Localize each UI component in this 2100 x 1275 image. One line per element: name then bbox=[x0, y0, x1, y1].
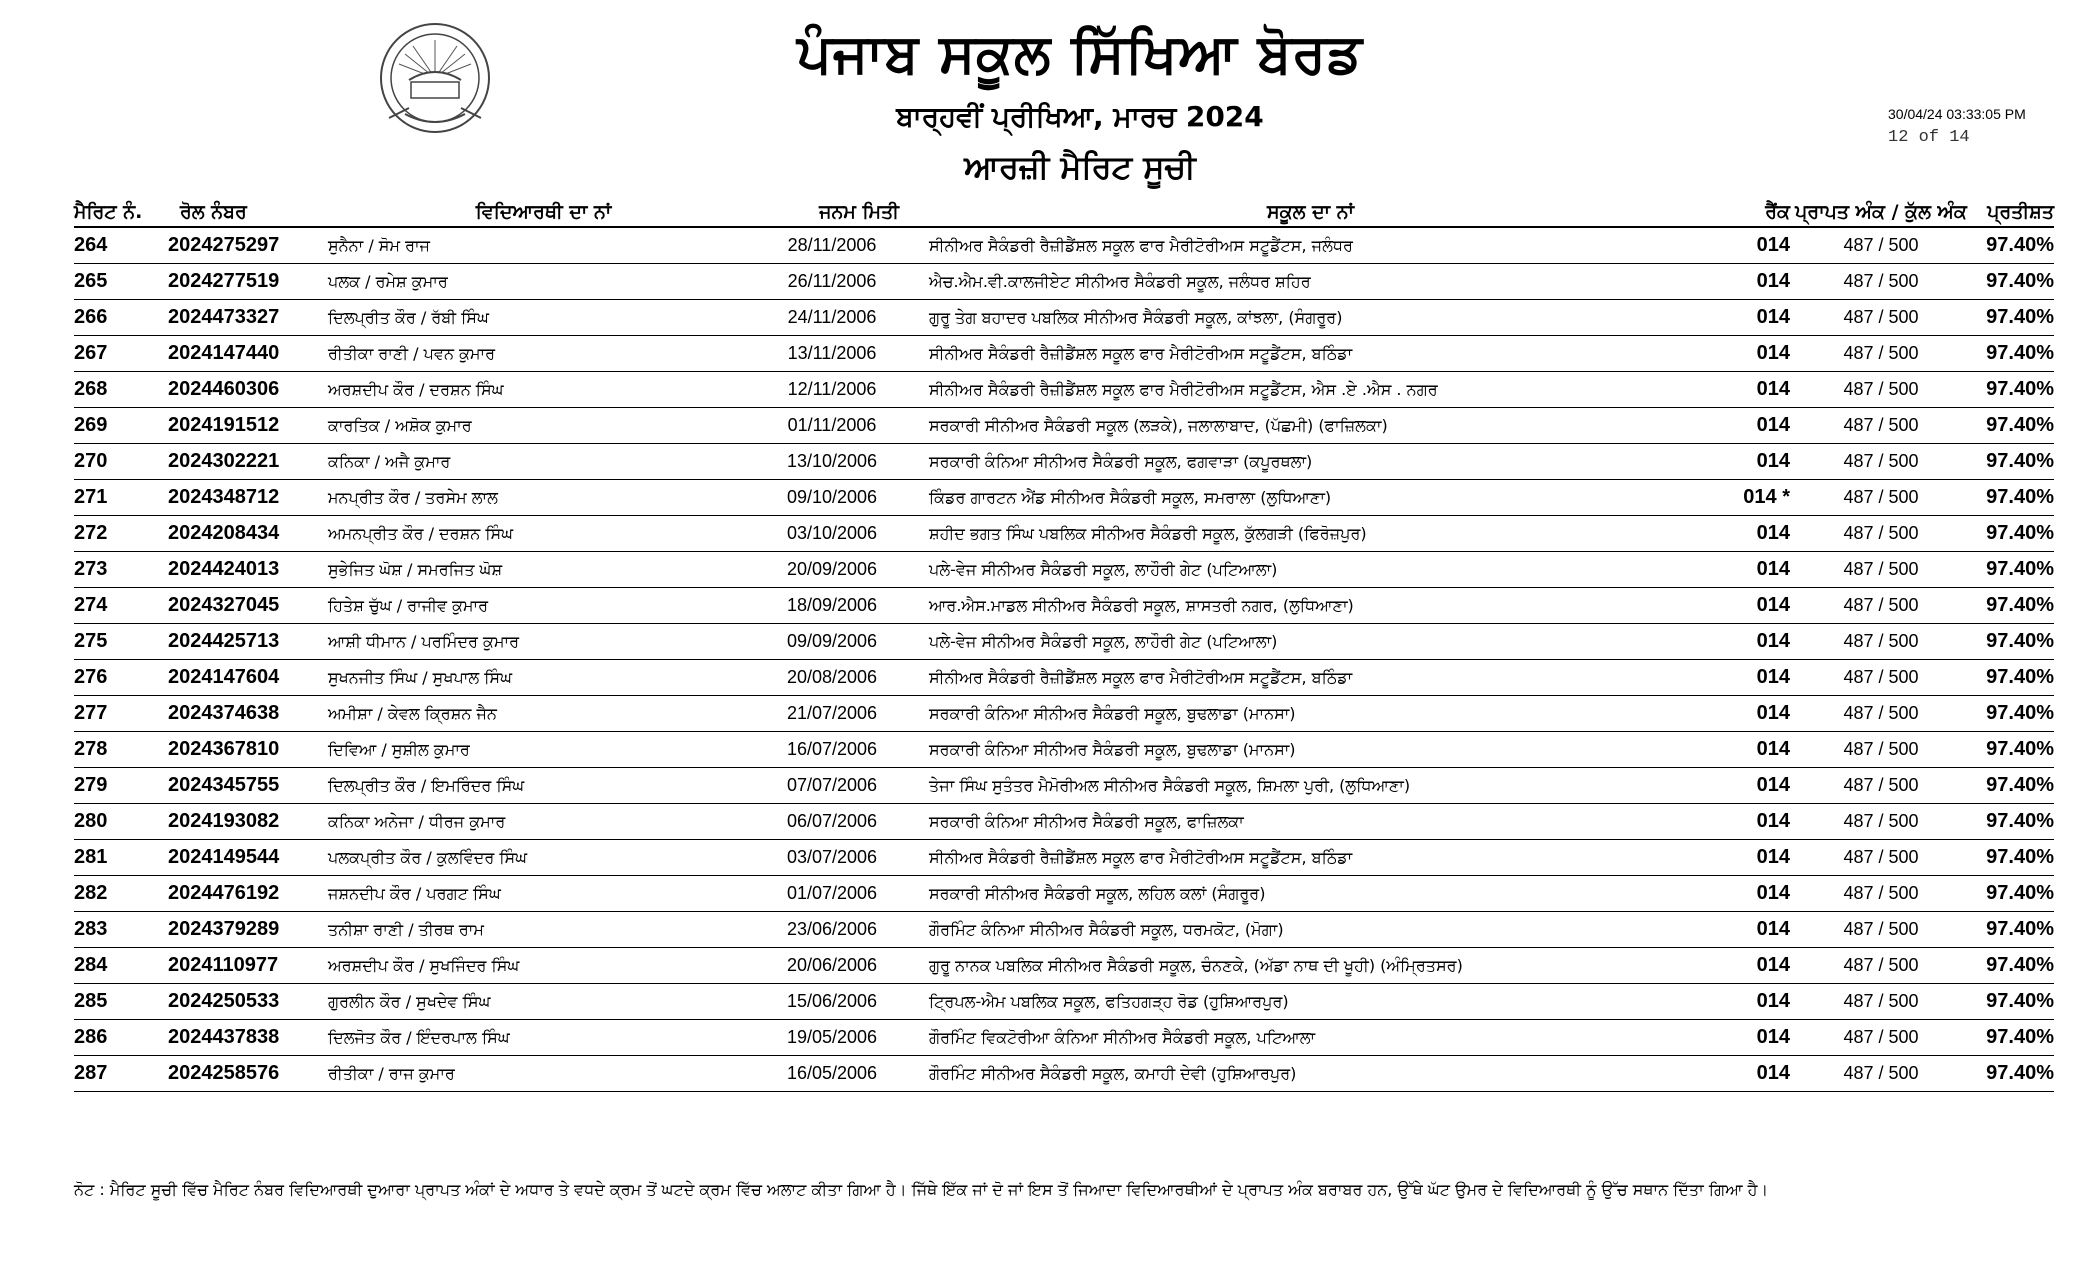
percent-cell: 97.40% bbox=[1972, 984, 2054, 1020]
percent-cell: 97.40% bbox=[1972, 408, 2054, 444]
school-name-cell: ਗੁਰੂ ਤੇਗ ਬਹਾਦਰ ਪਬਲਿਕ ਸੀਨੀਅਰ ਸੈਕੰਡਰੀ ਸਕੂਲ, ਕਾਂਝਲਾ, (ਸੰਗਰੂਰ) bbox=[899, 300, 1722, 336]
school-name-cell: ਪਲੇ-ਵੇਜ ਸੀਨੀਅਰ ਸੈਕੰਡਰੀ ਸਕੂਲ, ਲਾਹੌਰੀ ਗੇਟ (ਪਟਿਆਲਾ) bbox=[899, 624, 1722, 660]
table-row bbox=[74, 588, 2054, 624]
col-rank: ਰੈਂਕ bbox=[1722, 198, 1790, 227]
merit-no-cell: 271 bbox=[74, 480, 158, 516]
merit-no-cell: 276 bbox=[74, 660, 158, 696]
table-row bbox=[74, 300, 2054, 336]
merit-no-cell: 285 bbox=[74, 984, 158, 1020]
roll-no-cell: 2024250533 bbox=[158, 984, 322, 1020]
rank-cell: 014 bbox=[1722, 948, 1790, 984]
student-name-cell: ਅਮੀਸ਼ਾ / ਕੇਵਲ ਕ੍ਰਿਸ਼ਨ ਜੈਨ bbox=[322, 696, 765, 732]
merit-no-cell: 268 bbox=[74, 372, 158, 408]
merit-no-cell: 286 bbox=[74, 1020, 158, 1056]
percent-cell: 97.40% bbox=[1972, 264, 2054, 300]
dob-cell: 06/07/2006 bbox=[765, 804, 899, 840]
percent-cell: 97.40% bbox=[1972, 336, 2054, 372]
dob-cell: 24/11/2006 bbox=[765, 300, 899, 336]
dob-cell: 21/07/2006 bbox=[765, 696, 899, 732]
dob-cell: 13/10/2006 bbox=[765, 444, 899, 480]
roll-no-cell: 2024275297 bbox=[158, 227, 322, 264]
marks-cell: 487 / 500 bbox=[1790, 660, 1972, 696]
percent-cell: 97.40% bbox=[1972, 444, 2054, 480]
school-name-cell: ਸਰਕਾਰੀ ਕੰਨਿਆ ਸੀਨੀਅਰ ਸੈਕੰਡਰੀ ਸਕੂਲ, ਫਗਵਾੜਾ (ਕਪੂਰਥਲਾ) bbox=[899, 444, 1722, 480]
marks-cell: 487 / 500 bbox=[1790, 444, 1972, 480]
footer-note: ਨੋਟ : ਮੈਰਿਟ ਸੂਚੀ ਵਿੱਚ ਮੈਰਿਟ ਨੰਬਰ ਵਿਦਿਆਰਥੀ ਦੁਆਰਾ ਪ੍ਰਾਪਤ ਅੰਕਾਂ ਦੇ ਅਧਾਰ ਤੇ ਵਧਦੇ ਕ੍ਰਮ ਤੋਂ ਘਟਦੇ ਕ੍ਰਮ ਵਿੱਚ ਅਲਾਟ ਕੀਤਾ ਗਿਆ ਹੈ। ਜਿੱਥੇ ਇੱਕ ਜਾਂ ਦੋ ਜਾਂ ਇਸ ਤੋਂ ਜਿਆਦਾ ਵਿਦਿਆਰਥੀਆਂ ਦੇ ਪ੍ਰਾਪਤ ਅੰਕ ਬਰਾਬਰ ਹਨ, ਉੱਥੇ ਘੱਟ ਉਮਰ ਦੇ ਵਿਦਿਆਰਥੀ ਨੂੰ ਉੱਚ ਸਥਾਨ ਦਿੱਤਾ ਗਿਆ ਹੈ। bbox=[74, 1180, 1769, 1199]
dob-cell: 07/07/2006 bbox=[765, 768, 899, 804]
marks-cell: 487 / 500 bbox=[1790, 912, 1972, 948]
roll-no-cell: 2024277519 bbox=[158, 264, 322, 300]
merit-list-table bbox=[74, 198, 2054, 1092]
school-name-cell: ਗੌਰਮਿੰਟ ਸੀਨੀਅਰ ਸੈਕੰਡਰੀ ਸਕੂਲ, ਕਮਾਹੀ ਦੇਵੀ (ਹੁਸ਼ਿਆਰਪੁਰ) bbox=[899, 1056, 1722, 1092]
school-name-cell: ਤੇਜਾ ਸਿੰਘ ਸੁਤੰਤਰ ਮੈਮੋਰੀਅਲ ਸੀਨੀਅਰ ਸੈਕੰਡਰੀ ਸਕੂਲ, ਸ਼ਿਮਲਾ ਪੁਰੀ, (ਲੁਧਿਆਣਾ) bbox=[899, 768, 1722, 804]
marks-cell: 487 / 500 bbox=[1790, 552, 1972, 588]
table-row bbox=[74, 876, 2054, 912]
rank-cell: 014 bbox=[1722, 768, 1790, 804]
rank-cell: 014 bbox=[1722, 732, 1790, 768]
student-name-cell: ਦਿਵਿਆ / ਸੁਸ਼ੀਲ ਕੁਮਾਰ bbox=[322, 732, 765, 768]
dob-cell: 16/05/2006 bbox=[765, 1056, 899, 1092]
student-name-cell: ਸੁਖਨਜੀਤ ਸਿੰਘ / ਸੁਖਪਾਲ ਸਿੰਘ bbox=[322, 660, 765, 696]
school-name-cell: ਕਿੰਡਰ ਗਾਰਟਨ ਐਂਡ ਸੀਨੀਅਰ ਸੈਕੰਡਰੀ ਸਕੂਲ, ਸਮਰਾਲਾ (ਲੁਧਿਆਣਾ) bbox=[899, 480, 1722, 516]
student-name-cell: ਜਸ਼ਨਦੀਪ ਕੌਰ / ਪਰਗਟ ਸਿੰਘ bbox=[322, 876, 765, 912]
marks-cell: 487 / 500 bbox=[1790, 840, 1972, 876]
table-row bbox=[74, 227, 2054, 264]
table-row bbox=[74, 336, 2054, 372]
print-timestamp: 30/04/24 03:33:05 PM bbox=[1888, 106, 2026, 122]
dob-cell: 16/07/2006 bbox=[765, 732, 899, 768]
student-name-cell: ਕਨਿਕਾ / ਅਜੈ ਕੁਮਾਰ bbox=[322, 444, 765, 480]
school-name-cell: ਸਰਕਾਰੀ ਸੀਨੀਅਰ ਸੈਕੰਡਰੀ ਸਕੂਲ (ਲੜਕੇ), ਜਲਾਲਾਬਾਦ, (ਪੱਛਮੀ) (ਫਾਜ਼ਿਲਕਾ) bbox=[899, 408, 1722, 444]
roll-no-cell: 2024437838 bbox=[158, 1020, 322, 1056]
merit-no-cell: 287 bbox=[74, 1056, 158, 1092]
rank-cell: 014 bbox=[1722, 660, 1790, 696]
col-marks: ਪ੍ਰਾਪਤ ਅੰਕ / ਕੁੱਲ ਅੰਕ bbox=[1790, 198, 1972, 227]
roll-no-cell: 2024302221 bbox=[158, 444, 322, 480]
marks-cell: 487 / 500 bbox=[1790, 1056, 1972, 1092]
table-row bbox=[74, 444, 2054, 480]
marks-cell: 487 / 500 bbox=[1790, 624, 1972, 660]
table-header-row bbox=[74, 198, 2054, 227]
marks-cell: 487 / 500 bbox=[1790, 336, 1972, 372]
table-row bbox=[74, 408, 2054, 444]
school-name-cell: ਪਲੇ-ਵੇਜ ਸੀਨੀਅਰ ਸੈਕੰਡਰੀ ਸਕੂਲ, ਲਾਹੌਰੀ ਗੇਟ (ਪਟਿਆਲਾ) bbox=[899, 552, 1722, 588]
student-name-cell: ਦਿਲਪ੍ਰੀਤ ਕੌਰ / ਇਮਰਿੰਦਰ ਸਿੰਘ bbox=[322, 768, 765, 804]
marks-cell: 487 / 500 bbox=[1790, 516, 1972, 552]
marks-cell: 487 / 500 bbox=[1790, 696, 1972, 732]
merit-no-cell: 279 bbox=[74, 768, 158, 804]
dob-cell: 20/06/2006 bbox=[765, 948, 899, 984]
table-row bbox=[74, 480, 2054, 516]
student-name-cell: ਅਰਸ਼ਦੀਪ ਕੌਰ / ਦਰਸ਼ਨ ਸਿੰਘ bbox=[322, 372, 765, 408]
school-name-cell: ਸੀਨੀਅਰ ਸੈਕੰਡਰੀ ਰੈਜ਼ੀਡੈਂਸ਼ਲ ਸਕੂਲ ਫਾਰ ਮੈਰੀਟੋਰੀਅਸ ਸਟੂਡੈਂਟਸ, ਬਠਿੰਡਾ bbox=[899, 840, 1722, 876]
dob-cell: 09/09/2006 bbox=[765, 624, 899, 660]
merit-no-cell: 275 bbox=[74, 624, 158, 660]
table-row bbox=[74, 264, 2054, 300]
roll-no-cell: 2024473327 bbox=[158, 300, 322, 336]
marks-cell: 487 / 500 bbox=[1790, 372, 1972, 408]
student-name-cell: ਗੁਰਲੀਨ ਕੌਰ / ਸੁਖਦੇਵ ਸਿੰਘ bbox=[322, 984, 765, 1020]
rank-cell: 014 bbox=[1722, 372, 1790, 408]
table-row bbox=[74, 660, 2054, 696]
col-roll-no: ਰੋਲ ਨੰਬਰ bbox=[158, 198, 322, 227]
student-name-cell: ਆਸ਼ੀ ਧੀਮਾਨ / ਪਰਮਿੰਦਰ ਕੁਮਾਰ bbox=[322, 624, 765, 660]
col-merit-no: ਮੈਰਿਟ ਨੰ. bbox=[74, 198, 158, 227]
merit-no-cell: 281 bbox=[74, 840, 158, 876]
dob-cell: 23/06/2006 bbox=[765, 912, 899, 948]
roll-no-cell: 2024425713 bbox=[158, 624, 322, 660]
marks-cell: 487 / 500 bbox=[1790, 480, 1972, 516]
marks-cell: 487 / 500 bbox=[1790, 768, 1972, 804]
table-row bbox=[74, 696, 2054, 732]
merit-no-cell: 274 bbox=[74, 588, 158, 624]
roll-no-cell: 2024147604 bbox=[158, 660, 322, 696]
dob-cell: 09/10/2006 bbox=[765, 480, 899, 516]
rank-cell: 014 bbox=[1722, 624, 1790, 660]
school-name-cell: ਸ਼ਹੀਦ ਭਗਤ ਸਿੰਘ ਪਬਲਿਕ ਸੀਨੀਅਰ ਸੈਕੰਡਰੀ ਸਕੂਲ, ਕੁੱਲਗੜੀ (ਫਿਰੋਜ਼ਪੁਰ) bbox=[899, 516, 1722, 552]
school-name-cell: ਸੀਨੀਅਰ ਸੈਕੰਡਰੀ ਰੈਜ਼ੀਡੈਂਸ਼ਲ ਸਕੂਲ ਫਾਰ ਮੈਰੀਟੋਰੀਅਸ ਸਟੂਡੈਂਟਸ, ਬਠਿੰਡਾ bbox=[899, 336, 1722, 372]
marks-cell: 487 / 500 bbox=[1790, 227, 1972, 264]
merit-no-cell: 277 bbox=[74, 696, 158, 732]
rank-cell: 014 bbox=[1722, 552, 1790, 588]
percent-cell: 97.40% bbox=[1972, 480, 2054, 516]
table-row bbox=[74, 804, 2054, 840]
table-row bbox=[74, 840, 2054, 876]
dob-cell: 28/11/2006 bbox=[765, 227, 899, 264]
dob-cell: 03/10/2006 bbox=[765, 516, 899, 552]
percent-cell: 97.40% bbox=[1972, 300, 2054, 336]
marks-cell: 487 / 500 bbox=[1790, 948, 1972, 984]
marks-cell: 487 / 500 bbox=[1790, 732, 1972, 768]
student-name-cell: ਹਿਤੇਸ਼ ਚੁੱਘ / ਰਾਜੀਵ ਕੁਮਾਰ bbox=[322, 588, 765, 624]
table-row bbox=[74, 912, 2054, 948]
marks-cell: 487 / 500 bbox=[1790, 876, 1972, 912]
roll-no-cell: 2024191512 bbox=[158, 408, 322, 444]
percent-cell: 97.40% bbox=[1972, 516, 2054, 552]
merit-no-cell: 266 bbox=[74, 300, 158, 336]
marks-cell: 487 / 500 bbox=[1790, 588, 1972, 624]
percent-cell: 97.40% bbox=[1972, 804, 2054, 840]
roll-no-cell: 2024147440 bbox=[158, 336, 322, 372]
student-name-cell: ਰੀਤੀਕਾ ਰਾਣੀ / ਪਵਨ ਕੁਮਾਰ bbox=[322, 336, 765, 372]
dob-cell: 26/11/2006 bbox=[765, 264, 899, 300]
merit-no-cell: 265 bbox=[74, 264, 158, 300]
dob-cell: 20/09/2006 bbox=[765, 552, 899, 588]
percent-cell: 97.40% bbox=[1972, 588, 2054, 624]
rank-cell: 014 bbox=[1722, 1056, 1790, 1092]
marks-cell: 487 / 500 bbox=[1790, 408, 1972, 444]
rank-cell: 014 bbox=[1722, 876, 1790, 912]
roll-no-cell: 2024258576 bbox=[158, 1056, 322, 1092]
school-name-cell: ਗੌਰਮਿੰਟ ਵਿਕਟੋਰੀਆ ਕੰਨਿਆ ਸੀਨੀਅਰ ਸੈਕੰਡਰੀ ਸਕੂਲ, ਪਟਿਆਲਾ bbox=[899, 1020, 1722, 1056]
percent-cell: 97.40% bbox=[1972, 840, 2054, 876]
dob-cell: 01/07/2006 bbox=[765, 876, 899, 912]
dob-cell: 18/09/2006 bbox=[765, 588, 899, 624]
percent-cell: 97.40% bbox=[1972, 227, 2054, 264]
roll-no-cell: 2024208434 bbox=[158, 516, 322, 552]
student-name-cell: ਸੁਨੈਨਾ / ਸੋਮ ਰਾਜ bbox=[322, 227, 765, 264]
col-percent: ਪ੍ਰਤੀਸ਼ਤ bbox=[1972, 198, 2054, 227]
rank-cell: 014 bbox=[1722, 264, 1790, 300]
rank-cell: 014 * bbox=[1722, 480, 1790, 516]
rank-cell: 014 bbox=[1722, 984, 1790, 1020]
merit-no-cell: 272 bbox=[74, 516, 158, 552]
percent-cell: 97.40% bbox=[1972, 552, 2054, 588]
table-row bbox=[74, 768, 2054, 804]
exam-subtitle: ਬਾਰ੍ਹਵੀਂ ਪ੍ਰੀਖਿਆ, ਮਾਰਚ 2024 bbox=[896, 100, 1264, 133]
percent-cell: 97.40% bbox=[1972, 948, 2054, 984]
rank-cell: 014 bbox=[1722, 696, 1790, 732]
percent-cell: 97.40% bbox=[1972, 624, 2054, 660]
marks-cell: 487 / 500 bbox=[1790, 264, 1972, 300]
school-name-cell: ਟ੍ਰਿਪਲ-ਐਮ ਪਬਲਿਕ ਸਕੂਲ, ਫਤਿਹਗੜ੍ਹ ਰੋਡ (ਹੁਸ਼ਿਆਰਪੁਰ) bbox=[899, 984, 1722, 1020]
rank-cell: 014 bbox=[1722, 588, 1790, 624]
percent-cell: 97.40% bbox=[1972, 1020, 2054, 1056]
school-name-cell: ਸਰਕਾਰੀ ਸੀਨੀਅਰ ਸੈਕੰਡਰੀ ਸਕੂਲ, ਲਹਿਲ ਕਲਾਂ (ਸੰਗਰੂਰ) bbox=[899, 876, 1722, 912]
school-name-cell: ਗੁਰੂ ਨਾਨਕ ਪਬਲਿਕ ਸੀਨੀਅਰ ਸੈਕੰਡਰੀ ਸਕੂਲ, ਚੰਨਣਕੇ, (ਅੱਡਾ ਨਾਥ ਦੀ ਖੂਹੀ) (ਅੰਮ੍ਰਿਤਸਰ) bbox=[899, 948, 1722, 984]
rank-cell: 014 bbox=[1722, 444, 1790, 480]
dob-cell: 20/08/2006 bbox=[765, 660, 899, 696]
merit-no-cell: 280 bbox=[74, 804, 158, 840]
rank-cell: 014 bbox=[1722, 516, 1790, 552]
percent-cell: 97.40% bbox=[1972, 1056, 2054, 1092]
roll-no-cell: 2024379289 bbox=[158, 912, 322, 948]
percent-cell: 97.40% bbox=[1972, 876, 2054, 912]
roll-no-cell: 2024367810 bbox=[158, 732, 322, 768]
student-name-cell: ਕਾਰਤਿਕ / ਅਸ਼ੋਕ ਕੁਮਾਰ bbox=[322, 408, 765, 444]
table-row bbox=[74, 1020, 2054, 1056]
rank-cell: 014 bbox=[1722, 300, 1790, 336]
table-row bbox=[74, 732, 2054, 768]
student-name-cell: ਅਮਨਪ੍ਰੀਤ ਕੌਰ / ਦਰਸ਼ਨ ਸਿੰਘ bbox=[322, 516, 765, 552]
roll-no-cell: 2024460306 bbox=[158, 372, 322, 408]
table-row bbox=[74, 372, 2054, 408]
roll-no-cell: 2024110977 bbox=[158, 948, 322, 984]
table-row bbox=[74, 948, 2054, 984]
school-name-cell: ਆਰ.ਐਸ.ਮਾਡਲ ਸੀਨੀਅਰ ਸੈਕੰਡਰੀ ਸਕੂਲ, ਸ਼ਾਸਤਰੀ ਨਗਰ, (ਲੁਧਿਆਣਾ) bbox=[899, 588, 1722, 624]
table-row bbox=[74, 516, 2054, 552]
roll-no-cell: 2024374638 bbox=[158, 696, 322, 732]
table-row bbox=[74, 984, 2054, 1020]
student-name-cell: ਪਲਕਪ੍ਰੀਤ ਕੌਰ / ਕੁਲਵਿੰਦਰ ਸਿੰਘ bbox=[322, 840, 765, 876]
percent-cell: 97.40% bbox=[1972, 696, 2054, 732]
merit-no-cell: 284 bbox=[74, 948, 158, 984]
col-school-name: ਸਕੂਲ ਦਾ ਨਾਂ bbox=[899, 198, 1722, 227]
page-indicator: 12 of 14 bbox=[1888, 128, 1970, 147]
percent-cell: 97.40% bbox=[1972, 372, 2054, 408]
student-name-cell: ਦਿਲਪ੍ਰੀਤ ਕੌਰ / ਰੱਬੀ ਸਿੰਘ bbox=[322, 300, 765, 336]
dob-cell: 12/11/2006 bbox=[765, 372, 899, 408]
student-name-cell: ਰੀਤੀਕਾ / ਰਾਜ ਕੁਮਾਰ bbox=[322, 1056, 765, 1092]
col-dob: ਜਨਮ ਮਿਤੀ bbox=[765, 198, 899, 227]
student-name-cell: ਸੁਭੇਜਿਤ ਘੋਸ਼ / ਸਮਰਜਿਤ ਘੋਸ਼ bbox=[322, 552, 765, 588]
merit-list-title: ਆਰਜ਼ੀ ਮੈਰਿਟ ਸੂਚੀ bbox=[964, 148, 1196, 186]
school-name-cell: ਗੌਰਮਿੰਟ ਕੰਨਿਆ ਸੀਨੀਅਰ ਸੈਕੰਡਰੀ ਸਕੂਲ, ਧਰਮਕੋਟ, (ਮੋਗਾ) bbox=[899, 912, 1722, 948]
percent-cell: 97.40% bbox=[1972, 732, 2054, 768]
school-name-cell: ਸਰਕਾਰੀ ਕੰਨਿਆ ਸੀਨੀਅਰ ਸੈਕੰਡਰੀ ਸਕੂਲ, ਬੁਢਲਾਡਾ (ਮਾਨਸਾ) bbox=[899, 732, 1722, 768]
merit-no-cell: 267 bbox=[74, 336, 158, 372]
dob-cell: 03/07/2006 bbox=[765, 840, 899, 876]
col-student-name: ਵਿਦਿਆਰਥੀ ਦਾ ਨਾਂ bbox=[322, 198, 765, 227]
table-row bbox=[74, 624, 2054, 660]
school-name-cell: ਸਰਕਾਰੀ ਕੰਨਿਆ ਸੀਨੀਅਰ ਸੈਕੰਡਰੀ ਸਕੂਲ, ਬੁਢਲਾਡਾ (ਮਾਨਸਾ) bbox=[899, 696, 1722, 732]
roll-no-cell: 2024327045 bbox=[158, 588, 322, 624]
school-name-cell: ਸੀਨੀਅਰ ਸੈਕੰਡਰੀ ਰੈਜ਼ੀਡੈਂਸ਼ਲ ਸਕੂਲ ਫਾਰ ਮੈਰੀਟੋਰੀਅਸ ਸਟੂਡੈਂਟਸ, ਜਲੰਧਰ bbox=[899, 227, 1722, 264]
student-name-cell: ਤਨੀਸ਼ਾ ਰਾਣੀ / ਤੀਰਥ ਰਾਮ bbox=[322, 912, 765, 948]
school-name-cell: ਸੀਨੀਅਰ ਸੈਕੰਡਰੀ ਰੈਜ਼ੀਡੈਂਸ਼ਲ ਸਕੂਲ ਫਾਰ ਮੈਰੀਟੋਰੀਅਸ ਸਟੂਡੈਂਟਸ, ਬਠਿੰਡਾ bbox=[899, 660, 1722, 696]
merit-no-cell: 278 bbox=[74, 732, 158, 768]
roll-no-cell: 2024193082 bbox=[158, 804, 322, 840]
roll-no-cell: 2024345755 bbox=[158, 768, 322, 804]
rank-cell: 014 bbox=[1722, 1020, 1790, 1056]
board-name-title: ਪੰਜਾਬ ਸਕੂਲ ਸਿੱਖਿਆ ਬੋਰਡ bbox=[797, 22, 1363, 85]
school-name-cell: ਸਰਕਾਰੀ ਕੰਨਿਆ ਸੀਨੀਅਰ ਸੈਕੰਡਰੀ ਸਕੂਲ, ਫਾਜ਼ਿਲਕਾ bbox=[899, 804, 1722, 840]
dob-cell: 01/11/2006 bbox=[765, 408, 899, 444]
rank-cell: 014 bbox=[1722, 804, 1790, 840]
marks-cell: 487 / 500 bbox=[1790, 1020, 1972, 1056]
rank-cell: 014 bbox=[1722, 840, 1790, 876]
student-name-cell: ਦਿਲਜੋਤ ਕੌਰ / ਇੰਦਰਪਾਲ ਸਿੰਘ bbox=[322, 1020, 765, 1056]
merit-no-cell: 283 bbox=[74, 912, 158, 948]
rank-cell: 014 bbox=[1722, 408, 1790, 444]
merit-no-cell: 264 bbox=[74, 227, 158, 264]
dob-cell: 13/11/2006 bbox=[765, 336, 899, 372]
merit-no-cell: 282 bbox=[74, 876, 158, 912]
roll-no-cell: 2024149544 bbox=[158, 840, 322, 876]
student-name-cell: ਮਨਪ੍ਰੀਤ ਕੌਰ / ਤਰਸੇਮ ਲਾਲ bbox=[322, 480, 765, 516]
student-name-cell: ਅਰਸ਼ਦੀਪ ਕੌਰ / ਸੁਖਜਿੰਦਰ ਸਿੰਘ bbox=[322, 948, 765, 984]
rank-cell: 014 bbox=[1722, 227, 1790, 264]
table-row bbox=[74, 552, 2054, 588]
student-name-cell: ਪਲਕ / ਰਮੇਸ਼ ਕੁਮਾਰ bbox=[322, 264, 765, 300]
dob-cell: 15/06/2006 bbox=[765, 984, 899, 1020]
rank-cell: 014 bbox=[1722, 912, 1790, 948]
percent-cell: 97.40% bbox=[1972, 912, 2054, 948]
school-name-cell: ਸੀਨੀਅਰ ਸੈਕੰਡਰੀ ਰੈਜ਼ੀਡੈਂਸ਼ਲ ਸਕੂਲ ਫਾਰ ਮੈਰੀਟੋਰੀਅਸ ਸਟੂਡੈਂਟਸ, ਐਸ .ਏ .ਐਸ . ਨਗਰ bbox=[899, 372, 1722, 408]
roll-no-cell: 2024348712 bbox=[158, 480, 322, 516]
merit-no-cell: 269 bbox=[74, 408, 158, 444]
marks-cell: 487 / 500 bbox=[1790, 804, 1972, 840]
percent-cell: 97.40% bbox=[1972, 660, 2054, 696]
roll-no-cell: 2024476192 bbox=[158, 876, 322, 912]
marks-cell: 487 / 500 bbox=[1790, 984, 1972, 1020]
roll-no-cell: 2024424013 bbox=[158, 552, 322, 588]
merit-no-cell: 273 bbox=[74, 552, 158, 588]
rank-cell: 014 bbox=[1722, 336, 1790, 372]
percent-cell: 97.40% bbox=[1972, 768, 2054, 804]
student-name-cell: ਕਨਿਕਾ ਅਨੇਜਾ / ਧੀਰਜ ਕੁਮਾਰ bbox=[322, 804, 765, 840]
merit-no-cell: 270 bbox=[74, 444, 158, 480]
dob-cell: 19/05/2006 bbox=[765, 1020, 899, 1056]
school-name-cell: ਐਚ.ਐਮ.ਵੀ.ਕਾਲਜੀਏਟ ਸੀਨੀਅਰ ਸੈਕੰਡਰੀ ਸਕੂਲ, ਜਲੰਧਰ ਸ਼ਹਿਰ bbox=[899, 264, 1722, 300]
table-row bbox=[74, 1056, 2054, 1092]
marks-cell: 487 / 500 bbox=[1790, 300, 1972, 336]
